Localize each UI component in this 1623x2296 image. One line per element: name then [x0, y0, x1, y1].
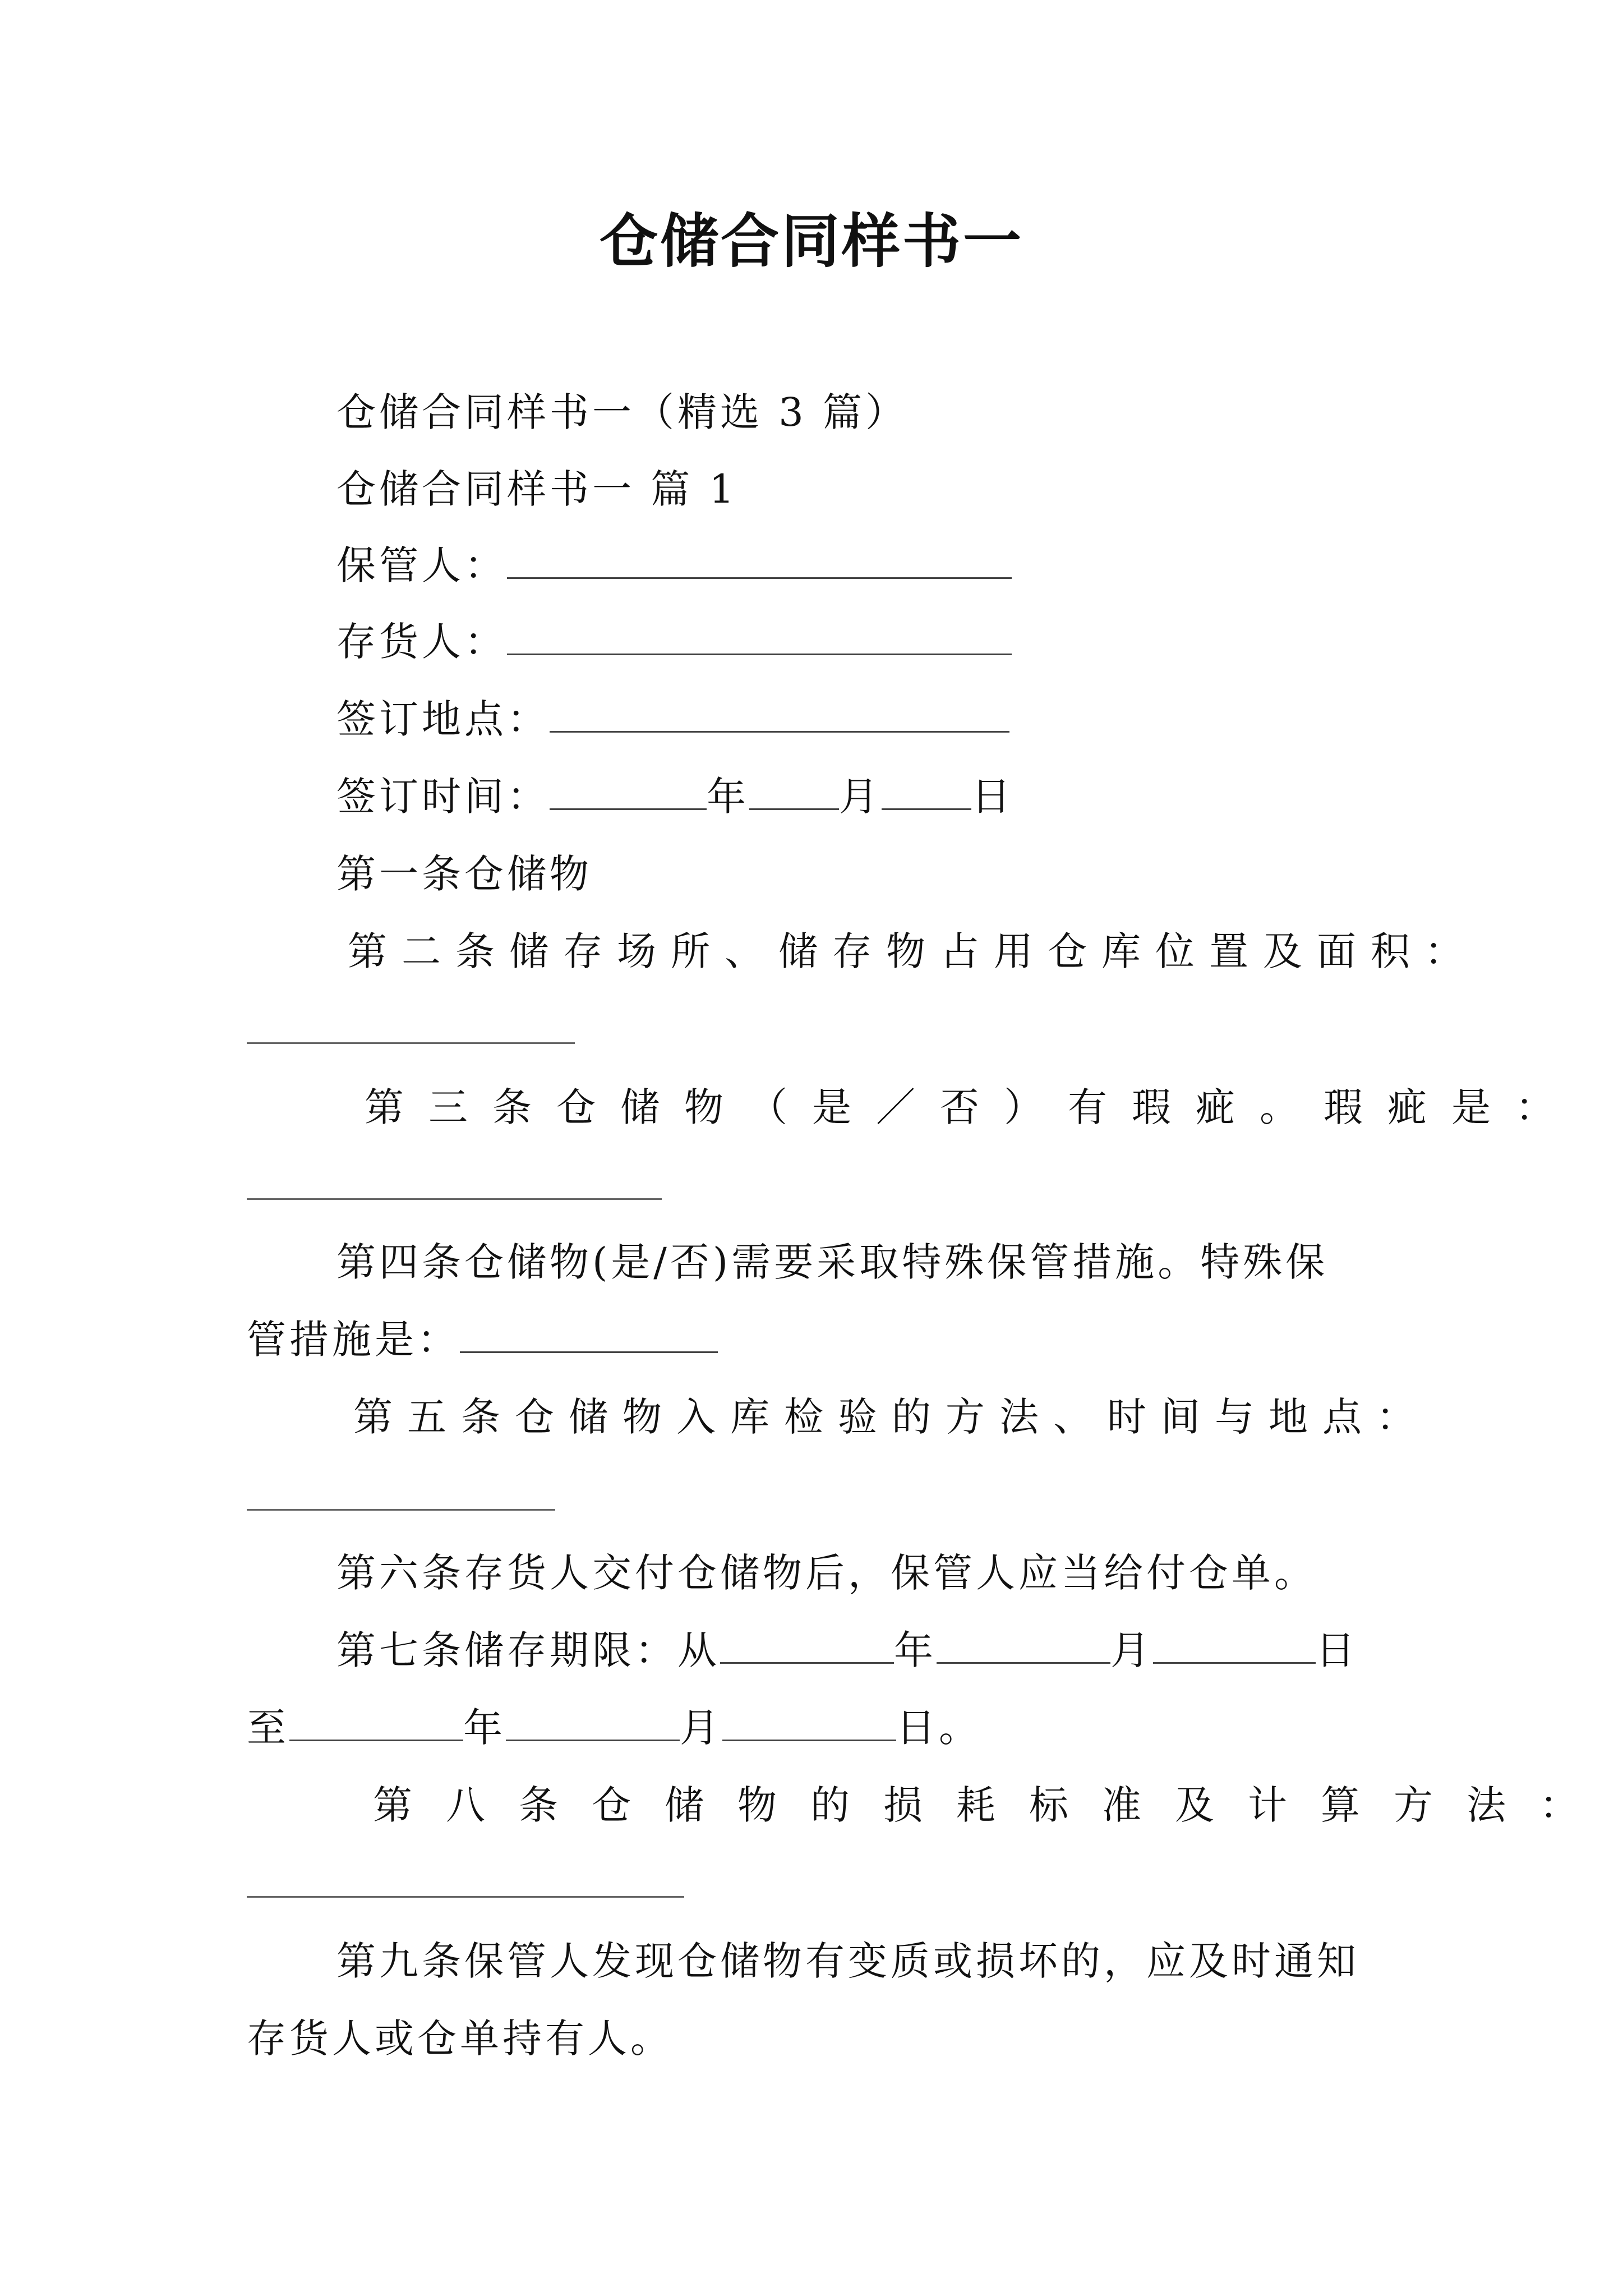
article-8: 第八条仓储物的损耗标准及计算方法：: [373, 1782, 1612, 1828]
article-7-end-year-blank: [289, 1706, 463, 1741]
article-4-blank: [460, 1318, 718, 1353]
article-4-label: 管措施是：: [247, 1317, 460, 1363]
article-2: 第二条储存场所、储存物占用仓库位置及面积：: [348, 928, 1478, 974]
keeper-field: [336, 537, 1012, 593]
time-field: [336, 769, 1014, 825]
time-month-blank: [749, 775, 839, 810]
time-label: 签订时间：: [336, 774, 550, 820]
article-7-start-month: 月: [1110, 1627, 1153, 1673]
article-7-end-year: 年: [463, 1705, 506, 1751]
time-day-blank: [882, 775, 971, 810]
article-8-blank: [247, 1896, 684, 1898]
article-7-end-month-blank: [506, 1706, 680, 1741]
section-heading: 仓储合同样书一 篇 1: [336, 466, 738, 512]
place-blank: [550, 697, 1009, 733]
depositor-label: 存货人：: [336, 619, 507, 665]
article-5: 第五条仓储物入库检验的方法、时间与地点：: [353, 1394, 1430, 1440]
article-5-blank: [247, 1509, 555, 1511]
place-field: [336, 691, 1009, 747]
article-7-prefix: 第七条储存期限：从: [336, 1627, 720, 1673]
time-month-label: 月: [839, 774, 882, 820]
article-7-start-day-blank: [1153, 1628, 1316, 1664]
article-7-line1: [336, 1622, 1358, 1678]
article-7-start-month-blank: [937, 1628, 1110, 1664]
article-7-start-year: 年: [894, 1627, 937, 1673]
time-year-label: 年: [707, 774, 749, 820]
keeper-blank: [507, 544, 1012, 579]
article-7-end-day: 日。: [896, 1705, 981, 1751]
article-6: 第六条存货人交付仓储物后，保管人应当给付仓单。: [336, 1550, 1317, 1596]
article-7-start-day: 日: [1316, 1627, 1358, 1673]
article-7-end-day-blank: [722, 1706, 896, 1741]
time-year-blank: [550, 775, 707, 810]
article-7-line2: [247, 1700, 981, 1756]
depositor-blank: [507, 620, 1012, 655]
article-3-blank: [247, 1198, 662, 1200]
article-2-blank: [247, 1042, 575, 1044]
article-3: 第三条仓储物（是／否）有瑕疵。瑕疵是：: [365, 1084, 1579, 1130]
place-label: 签订地点：: [336, 696, 550, 742]
article-9-line1: 第九条保管人发现仓储物有变质或损坏的，应及时通知: [336, 1938, 1359, 1984]
time-day-label: 日: [971, 774, 1014, 820]
article-9-line2: 存货人或仓单持有人。: [247, 2016, 673, 2062]
article-7-start-year-blank: [720, 1628, 894, 1664]
depositor-field: [336, 614, 1012, 670]
page-title: 仓储合同样书一: [599, 206, 1023, 275]
article-7-end-month: 月: [680, 1705, 722, 1751]
article-4-line2: [247, 1312, 718, 1368]
document-subtitle: 仓储合同样书一（精选 3 篇）: [336, 389, 909, 435]
article-1: 第一条仓储物: [336, 851, 592, 897]
keeper-label: 保管人：: [336, 542, 507, 588]
article-7-to: 至: [247, 1705, 289, 1751]
article-4-line1: 第四条仓储物(是/否)需要采取特殊保管措施。特殊保: [336, 1239, 1329, 1285]
